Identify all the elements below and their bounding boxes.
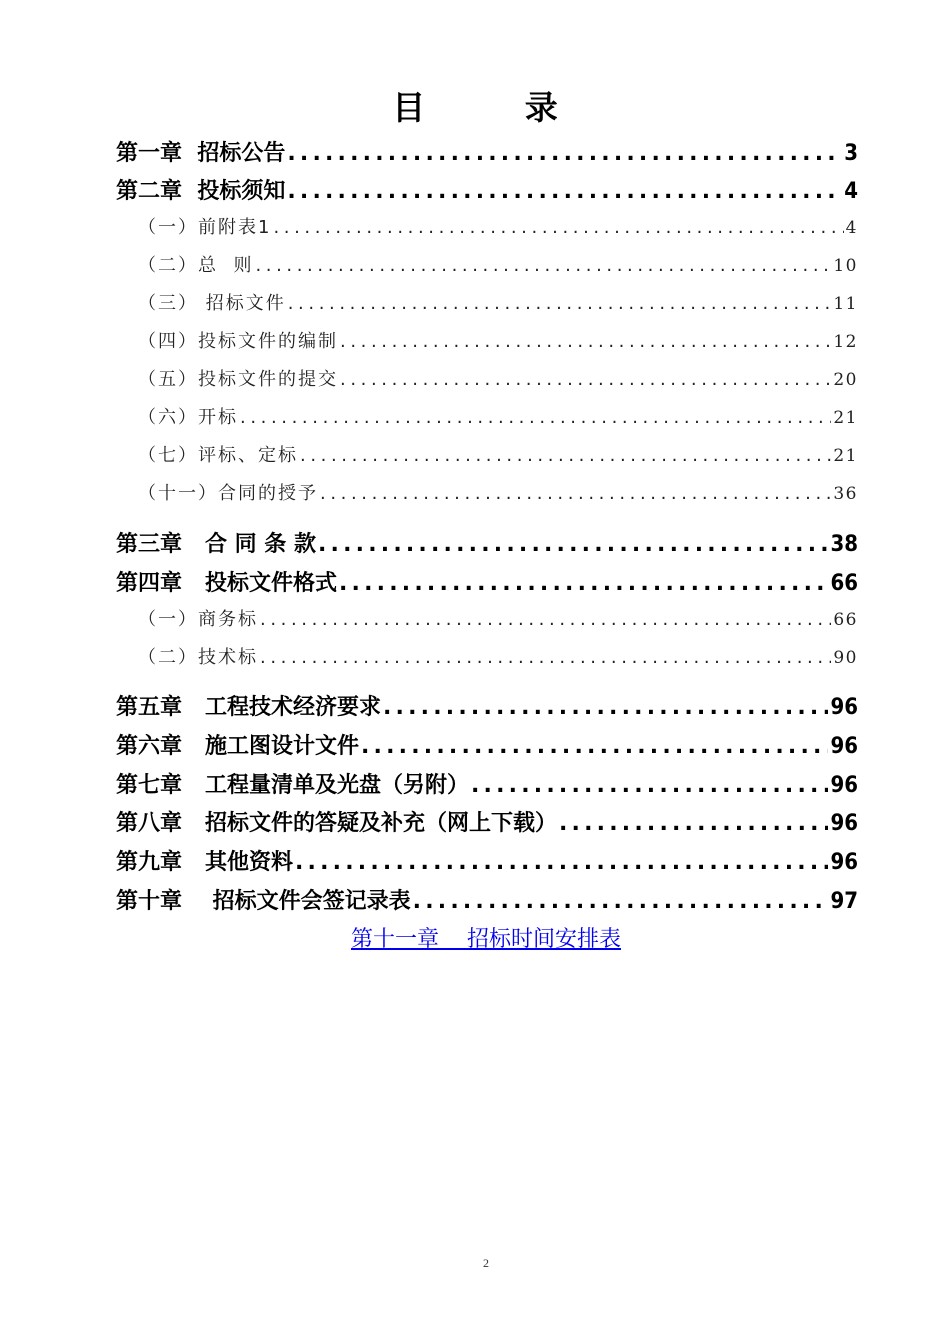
toc-entry-page: 96	[830, 811, 858, 836]
toc-entry-page: 96	[830, 773, 858, 798]
toc-entry-section[interactable]	[138, 367, 858, 393]
dot-leader	[260, 607, 831, 633]
toc-entry-section[interactable]	[138, 443, 858, 469]
dot-leader	[413, 887, 829, 917]
dot-leader	[288, 291, 832, 317]
toc-entry-page: 96	[830, 850, 858, 875]
toc-entry-section[interactable]	[138, 215, 858, 241]
toc-entry-section[interactable]	[138, 291, 858, 317]
toc-entry-page: 96	[830, 734, 858, 759]
dot-leader	[240, 405, 831, 431]
toc-entry-page: 21	[833, 408, 858, 428]
toc-entry-page: 90	[833, 648, 858, 668]
dot-leader	[318, 530, 828, 560]
toc-entry-label: 第六章 施工图设计文件	[116, 734, 359, 759]
toc-entry-page: 3	[844, 141, 858, 166]
dot-leader	[383, 693, 828, 723]
dot-leader	[559, 809, 828, 839]
toc-entry-chapter-7[interactable]	[116, 771, 858, 801]
toc-entry-section[interactable]	[138, 253, 858, 279]
toc-entry-page: 66	[833, 610, 858, 630]
toc-entry-page: 97	[830, 889, 858, 914]
toc-entry-label: 第二章 投标须知	[116, 179, 286, 204]
toc-entry-chapter-9[interactable]	[116, 848, 858, 878]
toc-entry-chapter-2[interactable]	[116, 177, 858, 207]
chapter-11-link[interactable]: 第十一章 招标时间安排表	[351, 927, 621, 952]
toc-entry-label: 第五章 工程技术经济要求	[116, 695, 381, 720]
toc-entry-page: 21	[833, 446, 858, 466]
toc-entry-chapter-5[interactable]	[116, 693, 858, 723]
toc-entry-label: 第十章 招标文件会签记录表	[116, 889, 411, 914]
dot-leader	[273, 215, 843, 241]
toc-entry-label: （七）评标、定标	[138, 445, 298, 466]
toc-entry-label: （四）投标文件的编制	[138, 331, 338, 352]
toc-entry-page: 4	[845, 218, 858, 238]
toc-entry-chapter-4[interactable]	[116, 569, 858, 599]
dot-leader	[339, 569, 828, 599]
toc-entry-page: 12	[833, 332, 858, 352]
toc-entry-chapter-6[interactable]	[116, 732, 858, 762]
dot-leader	[471, 771, 828, 801]
toc-entry-label: 第七章 工程量清单及光盘（另附）	[116, 773, 469, 798]
dot-leader	[340, 367, 831, 393]
page-title: 目 录	[392, 88, 602, 127]
toc-entry-label: （五）投标文件的提交	[138, 369, 338, 390]
toc-entry-page: 4	[844, 179, 858, 204]
toc-entry-label: 第三章 合 同 条 款	[116, 532, 316, 557]
toc-entry-label: 第八章 招标文件的答疑及补充（网上下载）	[116, 811, 557, 836]
toc-entry-label: 第一章 招标公告	[116, 141, 286, 166]
dot-leader	[287, 177, 842, 207]
toc-entry-page: 38	[830, 532, 858, 557]
toc-entry-chapter-8[interactable]	[116, 809, 858, 839]
toc-entry-label: （一）商务标	[138, 609, 258, 630]
toc-entry-chapter-3[interactable]	[116, 530, 858, 560]
toc-entry-page: 66	[830, 571, 858, 596]
dot-leader	[340, 329, 831, 355]
toc-entry-section[interactable]	[138, 481, 858, 507]
toc-entry-chapter-1[interactable]	[116, 139, 858, 169]
toc-entry-page: 10	[833, 256, 858, 276]
toc-entry-page: 36	[833, 484, 858, 504]
toc-entry-section[interactable]	[138, 645, 858, 671]
dot-leader	[295, 848, 828, 878]
dot-leader	[320, 481, 831, 507]
toc-entry-label: （六）开标	[138, 407, 238, 428]
toc-entry-label: （二）技术标	[138, 647, 258, 668]
dot-leader	[260, 645, 831, 671]
toc-entry-section[interactable]	[138, 405, 858, 431]
dot-leader	[361, 732, 828, 762]
toc-entry-label: （十一）合同的授予	[138, 483, 318, 504]
toc-entry-page: 20	[833, 370, 858, 390]
toc-entry-section[interactable]	[138, 607, 858, 633]
toc-entry-section[interactable]	[138, 329, 858, 355]
toc-entry-label: （二）总 则	[138, 255, 254, 276]
dot-leader	[255, 253, 831, 279]
toc-entry-label: 第九章 其他资料	[116, 850, 293, 875]
toc-entry-label: 第四章 投标文件格式	[116, 571, 337, 596]
toc-entry-page: 96	[830, 695, 858, 720]
page-number: 2	[483, 1256, 489, 1270]
toc-entry-page: 11	[833, 294, 858, 314]
dot-leader	[300, 443, 831, 469]
dot-leader	[287, 139, 842, 169]
toc-entry-label: （一）前附表1	[138, 217, 272, 238]
toc-entry-label: （三） 招标文件	[138, 293, 286, 314]
toc-entry-chapter-10[interactable]	[116, 887, 858, 917]
